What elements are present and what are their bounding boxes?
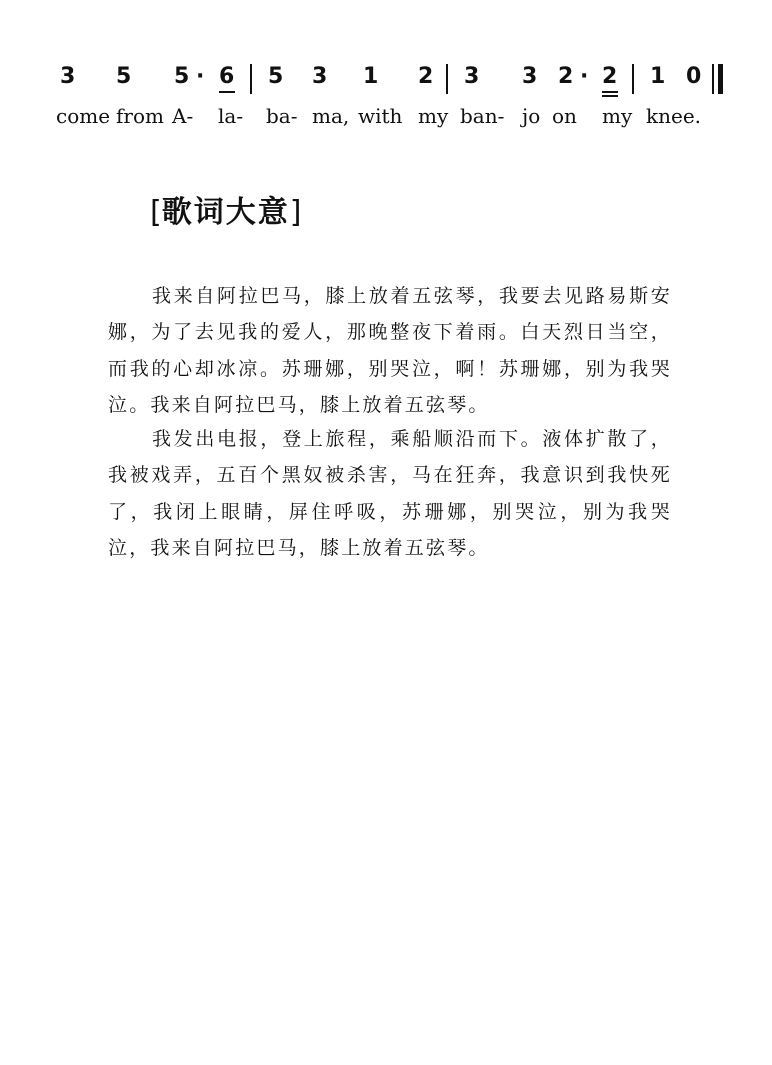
note-underline bbox=[219, 91, 235, 93]
bar-line bbox=[446, 64, 448, 94]
note: 1 bbox=[363, 64, 379, 89]
lyrics-meaning-paragraph: 我来自阿拉巴马，膝上放着五弦琴，我要去见路易斯安娜，为了去见我的爱人，那晚整夜下着雨。白天烈日当空，而我的心却冰凉。苏珊娜，别哭泣，啊！苏珊娜，别为我哭泣。我来自阿拉巴马，膝上放着五弦琴。 bbox=[108, 285, 672, 416]
lyric-syllable: from bbox=[116, 104, 164, 128]
note: 1 bbox=[650, 64, 666, 89]
note: 3 bbox=[522, 64, 538, 89]
heading-bracket-open: [ bbox=[150, 195, 162, 230]
final-bar-line bbox=[712, 64, 714, 94]
note: 0 bbox=[686, 64, 702, 89]
note: 2 bbox=[558, 64, 574, 89]
note: 5 bbox=[116, 64, 132, 89]
lyric-syllable: la- bbox=[218, 104, 244, 128]
lyric-syllable: ban- bbox=[460, 104, 505, 128]
note-dot: · bbox=[196, 64, 205, 89]
note: 2 bbox=[602, 64, 618, 89]
note-dot: · bbox=[580, 64, 589, 89]
lyric-syllable: knee. bbox=[646, 104, 702, 128]
numbered-notation-line bbox=[56, 62, 726, 100]
section-heading bbox=[150, 190, 301, 236]
note: 3 bbox=[60, 64, 76, 89]
lyric-syllable: on bbox=[552, 104, 577, 128]
lyric-syllable: ma, bbox=[312, 104, 350, 128]
lyric-syllable: ba- bbox=[266, 104, 298, 128]
note: 5 bbox=[174, 64, 190, 89]
note-underline bbox=[602, 91, 618, 93]
lyrics-line bbox=[56, 102, 736, 130]
lyrics-meaning-paragraph: 我发出电报，登上旅程，乘船顺沿而下。液体扩散了，我被戏弄，五百个黑奴被杀害，马在狂奔，我意识到我快死了，我闭上眼睛，屏住呼吸，苏珊娜，别哭泣，别为我哭泣，我来自阿拉巴马，膝上放着五弦琴。 bbox=[108, 428, 672, 559]
lyric-syllable: my bbox=[602, 104, 633, 128]
note: 3 bbox=[464, 64, 480, 89]
bar-line bbox=[250, 64, 252, 94]
bar-line bbox=[632, 64, 634, 94]
note: 2 bbox=[418, 64, 434, 89]
lyric-syllable: come bbox=[56, 104, 111, 128]
heading-bracket-close: ] bbox=[289, 195, 302, 230]
note: 3 bbox=[312, 64, 328, 89]
final-bar-line-thick bbox=[718, 64, 723, 94]
note: 6 bbox=[219, 64, 235, 89]
lyric-syllable: with bbox=[358, 104, 403, 128]
heading-title: 歌词大意 bbox=[161, 195, 290, 230]
note-double-underline bbox=[602, 95, 618, 97]
lyric-syllable: A- bbox=[172, 104, 194, 128]
note: 5 bbox=[268, 64, 284, 89]
lyric-syllable: jo bbox=[522, 104, 541, 128]
lyric-syllable: my bbox=[418, 104, 449, 128]
